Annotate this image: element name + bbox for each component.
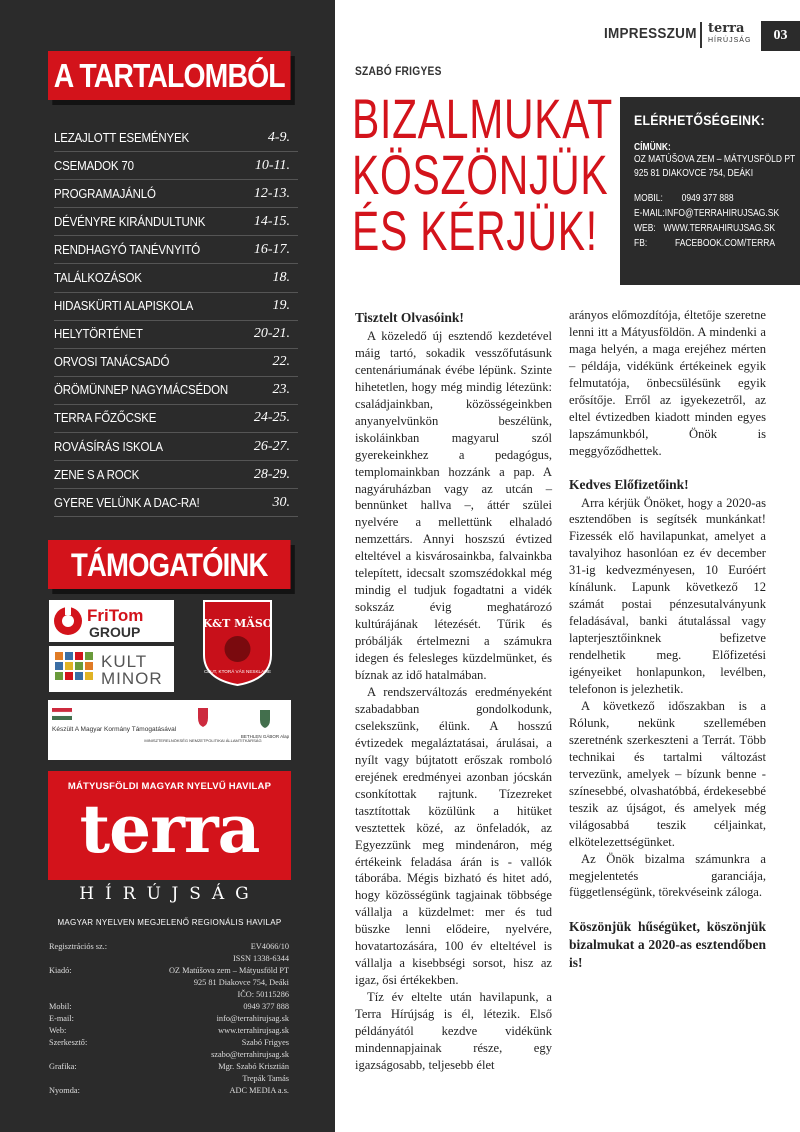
paragraph: arányos előmozdítója, éltetője szeretne lenni itt a Mátyusföldön. A mindenki a maga helyén, a maga erejéhez mérten – példája, vidékünk értékeinek egyik felmutatója, önbecsülésünk egyik erősítője. Erről az igyekezetről, az eltel évtizedben kiadott minden egyes lapszámunkból, Önök is meggyőződhettek. <box>569 308 766 458</box>
toc-item[interactable]: ÖRÖMÜNNEP NAGYMÁCSÉDON 23. <box>54 377 298 405</box>
svg-text:MINOR: MINOR <box>101 669 163 688</box>
toc-item[interactable]: TERRA FŐZŐCSKE 24-25. <box>54 405 298 433</box>
toc-item[interactable]: HIDASKÜRTI ALAPISKOLA 19. <box>54 293 298 321</box>
toc-item[interactable]: GYERE VELÜNK A DAC-RA! 30. <box>54 489 298 517</box>
article-headline: BIZALMUKAT KÖSZÖNJÜK ÉS KÉRJÜK! <box>352 87 613 262</box>
toc-item[interactable]: PROGRAMAJÁNLÓ 12-13. <box>54 180 298 208</box>
contact-row[interactable]: FB: FACEBOOK.COM/TERRA <box>634 238 776 249</box>
terra-masthead-logo: MÁTYUSFÖLDI MAGYAR NYELVŰ HAVILAP terra <box>48 771 291 880</box>
toc-item[interactable]: ROVÁSÍRÁS ISKOLA 26-27. <box>54 433 298 461</box>
government-support-logo <box>48 700 291 760</box>
paragraph: A közeledő új esztendő kezdetével máig tartó, sokadik vesszőfutásunk centenáriumának évébe lépünk. Szinte hihetetlen, hogy még mindig létezünk: családjainkban, közösségeinkben anyanyelvünkön beszélünk, iskoláinkban magyarul szól gyerekeinkhez a pedagógus, templomainkban hozzánk a pap. A nagyáruházban vagy az utcán – bennünket hallva –, áttér szülei nyelvére a mellettünk elhaladó nemzettárs. Annyi hoszszú évtized elteltével a kisvárosainkba, falvainkba telepített, idecsalt szomszédokkal még mindig el tudjuk fogadtatni a vidék sokszáz évig meghatározó kultúrájának létezését. Tűrik és próbálják értelmezni a számukra idegen és felesleges küzdelmünket, és bíznak az idő hatalmában. <box>355 328 552 683</box>
contact-box: ELÉRHETŐSÉGEINK: CÍMÜNK: OZ MATÚŠOVA ZEM – MÁTYUSFÖLD PT 925 81 DIAKOVCE 754, DEÁKI MOBIL: 0949 377 888 E-MAIL: INFO@TERRAHIRUJSAG.SK WEB: WWW.TERRAHIRUJSAG.SK FB: FACEBOOK.COM/TERRA <box>620 97 800 285</box>
toc-item[interactable]: HELYTÖRTÉNET 20-21. <box>54 321 298 349</box>
regional-note: MAGYAR NYELVEN MEGJELENŐ REGIONÁLIS HAVILAP <box>57 918 282 927</box>
table-of-contents <box>54 124 298 517</box>
hirujsag-subtitle: HÍRÚJSÁG <box>79 884 260 904</box>
paragraph: A következő időszakban is a Rólunk, nekünk szellemében szeretnénk szerkeszteni a Terrát. Több technikai és tartalmi változást tervezünk, amelyek – bízunk benne - színesebbé, olvashatóbbá, érdekesebbé teszik az újságot, és amelyek még világosabbá teszik céljainkat, elkötelezettségünket. <box>569 698 766 849</box>
svg-text:K&T MÄSO: K&T MÄSO <box>202 617 273 630</box>
terra-wordmark: terra <box>79 790 260 868</box>
contact-row[interactable]: WEB: WWW.TERRAHIRUJSAG.SK <box>634 223 776 234</box>
left-sidebar <box>0 0 335 1132</box>
toc-item[interactable]: LEZAJLOTT ESEMÉNYEK 4-9. <box>54 124 298 152</box>
svg-text:Készült A Magyar Kormány Támog: Készült A Magyar Kormány Támogatásával <box>52 726 177 733</box>
section-label: IMPRESSZUM <box>604 25 697 42</box>
toc-item[interactable]: CSEMADOK 70 10-11. <box>54 152 298 180</box>
greeting: Tisztelt Olvasóink! <box>355 310 464 325</box>
toc-title: A TARTALOMBÓL <box>48 51 291 100</box>
svg-text:GROUP: GROUP <box>89 624 141 640</box>
greeting: Kedves Előfizetőink! <box>569 476 689 492</box>
svg-text:FriTom: FriTom <box>87 606 144 625</box>
toc-item[interactable]: DÉVÉNYRE KIRÁNDULTUNK 14-15. <box>54 208 298 236</box>
paragraph: Arra kérjük Önöket, hogy a 2020-as esztendőben is segítsék munkánkat! Fizessék elő havilapunkat, amelyet a tavalyihoz hasonlóan ez év december 31-ig kedvezményesen, 10 Euróért kínálunk. Lapunk következő 12 számát postai pénzesutalványunk feladásával, banki átutalással vagy lapterjesztőinknek befizetve rendelhetik meg. Előfizetési igényeiket honlapunkon, levélben, telefonon is jelezhetik. <box>569 495 766 697</box>
kt-maso-logo <box>200 599 275 687</box>
kult-minor-logo <box>49 646 174 692</box>
paragraph: Az Önök bizalma számunkra a megjelentetés garanciája, függetlenségünk, törekvéseink záloga. <box>569 851 766 900</box>
article-author: SZABÓ FRIGYES <box>355 64 442 78</box>
toc-item[interactable]: TALÁLKOZÁSOK 18. <box>54 264 298 292</box>
svg-text:BETHLEN GÁBOR Alap: BETHLEN GÁBOR Alap <box>240 734 290 739</box>
contact-row: MOBIL: 0949 377 888 <box>634 193 734 204</box>
supporters-title: TÁMOGATÓINK <box>48 540 291 589</box>
toc-item[interactable]: ZENE S A ROCK 28-29. <box>54 461 298 489</box>
svg-text:CBUT, KTORÁ VÁS NESKLAME: CBUT, KTORÁ VÁS NESKLAME <box>203 669 272 674</box>
closing: Köszönjük hűségüket, köszönjük bizalmukat a 2020-as esztendőben is! <box>569 919 766 971</box>
toc-item[interactable]: ORVOSI TANÁCSADÓ 22. <box>54 349 298 377</box>
page-number: 03 <box>761 21 800 51</box>
toc-item[interactable]: RENDHAGYÓ TANÉVNYITÓ 16-17. <box>54 236 298 264</box>
fritom-logo <box>49 600 174 642</box>
article-column-2 <box>569 307 766 972</box>
article-column-1 <box>355 310 552 1074</box>
paragraph: A rendszerváltozás eredményeként szabadabban gondolkodunk, cselekszünk, élünk. A hosszú évtizedek megaláztatásai, árulásai, a nyílt vagy bújtatott erőszak romboló erejének eredményei azonban jócskán csonkítottak rajtunk. Tízezreket tasztítottak közülünk a hitüket vesztettek közé, az önfeladók, az Egyezzünk meg mindenáron, még értékeink feladása árán is - vallók táborába. Mégis bizható és hitet adó, hogy közösségünk tagjainak többsége vállalja a küzdelmet: mer és tud büszke lenni elődeire, nyelvére, hovatartozására, 100 év elteltével is vállalja a kisebbségi sorsot, hisz az igaz, ősi értékekben. <box>355 684 552 988</box>
header-divider <box>700 22 702 48</box>
imprint: Regisztrációs sz.: EV4066/10 ISSN 1338-6344 Kiadó: OZ Matúšova zem – Mátyusföld PT 925 81 Diakovce 754, Deáki IČO: 50115286 Mobil: 0949 377 888 E-mail: info@terrahirujsag.sk Web: www.terrahirujsag.sk Szerkesztő: Szabó Frigyes szabo@terrahirujsag.sk Grafika: Mgr. Szabó Krisztián Trepák Tamás Nyomda: ADC MEDIA a.s. <box>49 942 289 1095</box>
header-logo: terra HÍRÚJSÁG <box>708 21 752 44</box>
svg-text:MINISZTERELNÖKSÉG NEMZETPOLITI: MINISZTERELNÖKSÉG NEMZETPOLITIKAI ÁLLAMTITKÁRSÁG <box>144 738 262 743</box>
paragraph: Tíz év eltelte után havilapunk, a Terra Hírújság is él, létezik. Első példányától kezdve vidékünk mindennapjainak része, egy igazságosabb, teljesebb élet <box>355 990 552 1072</box>
contact-row[interactable]: E-MAIL: INFO@TERRAHIRUJSAG.SK <box>634 208 780 219</box>
svg-text:KULT: KULT <box>101 652 148 671</box>
